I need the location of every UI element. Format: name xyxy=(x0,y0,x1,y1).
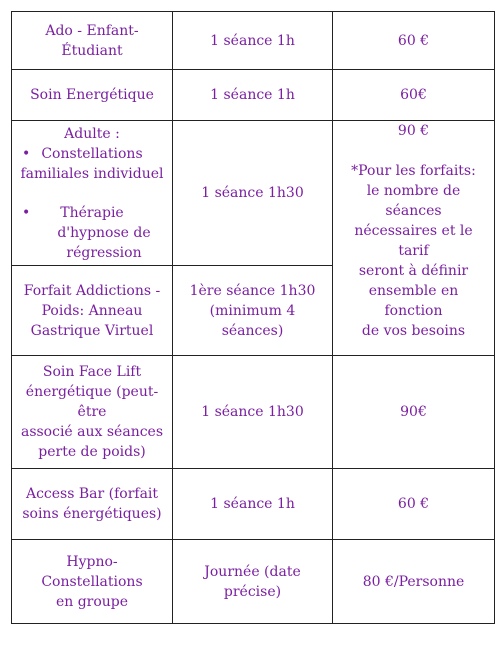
note-line: ensemble en fonction xyxy=(368,283,459,319)
service-cell xyxy=(12,12,173,70)
bullet-item xyxy=(18,203,166,223)
note-line: nécessaires et le tarif xyxy=(354,223,473,259)
table-row xyxy=(12,540,495,624)
service-title: Adulte : xyxy=(64,125,120,142)
duration-cell xyxy=(173,266,333,356)
service-line: perte de poids) xyxy=(38,444,146,460)
table-row xyxy=(12,356,495,469)
note-line: seront à définir xyxy=(358,263,469,279)
bullet-text: régression xyxy=(66,244,142,261)
service-line: soins énergétiques) xyxy=(22,506,162,522)
note-line: *Pour les forfaits: xyxy=(351,163,476,179)
duration-line: 1ère séance 1h30 xyxy=(189,282,316,299)
service-line: Ado - Enfant- xyxy=(45,22,139,39)
table-row xyxy=(12,70,495,121)
price-cell: 60 € xyxy=(333,12,495,70)
service-line: en groupe xyxy=(55,593,129,610)
service-line: Poids: Anneau xyxy=(41,302,143,319)
forfait-note xyxy=(339,161,488,341)
price-cell: 60 € xyxy=(333,469,495,540)
service-line: Étudiant xyxy=(61,42,123,59)
service-line: Forfait Addictions - xyxy=(23,282,161,299)
price-cell: 60€ xyxy=(333,70,495,121)
table-row xyxy=(12,12,495,70)
bullet-text: Thérapie xyxy=(60,204,124,221)
duration-cell: 1 séance 1h30 xyxy=(173,356,333,469)
bullet-text: Constellations xyxy=(41,145,143,162)
table-row xyxy=(12,121,495,266)
table-row xyxy=(12,469,495,540)
service-cell xyxy=(12,469,173,540)
service-cell xyxy=(12,540,173,624)
duration-cell: 1 séance 1h xyxy=(173,469,333,540)
price: 90 € xyxy=(397,123,430,139)
bullet-text: d'hypnose de xyxy=(57,224,151,241)
price-cell: 80 €/Personne xyxy=(333,540,495,624)
bullet-icon: • xyxy=(22,145,31,162)
service-cell xyxy=(12,356,173,469)
price-cell-merged xyxy=(333,121,495,356)
service-line: associé aux séances xyxy=(20,424,164,440)
service-cell xyxy=(12,266,173,356)
duration-cell: 1 séance 1h xyxy=(173,12,333,70)
note-line: le nombre de séances xyxy=(366,183,461,219)
bullet-item xyxy=(18,144,166,164)
service-cell: Soin Energétique xyxy=(12,70,173,121)
service-line: énergétique (peut-être xyxy=(25,384,159,420)
bullet-text: familiales individuel xyxy=(20,165,164,182)
duration-line: (minimum 4 séances) xyxy=(209,302,296,339)
duration-cell: 1 séance 1h xyxy=(173,70,333,121)
bullet-icon: • xyxy=(22,204,31,221)
note-line: de vos besoins xyxy=(361,323,466,339)
service-line: Gastrique Virtuel xyxy=(30,322,154,339)
duration-cell: Journée (date précise) xyxy=(173,540,333,624)
service-line: Hypno-Constellations xyxy=(41,553,143,590)
price-table xyxy=(11,11,495,624)
service-cell xyxy=(12,121,173,266)
duration-cell: 1 séance 1h30 xyxy=(173,121,333,266)
service-line: Soin Face Lift xyxy=(42,364,142,380)
service-line: Access Bar (forfait xyxy=(25,486,159,502)
price-cell: 90€ xyxy=(333,356,495,469)
